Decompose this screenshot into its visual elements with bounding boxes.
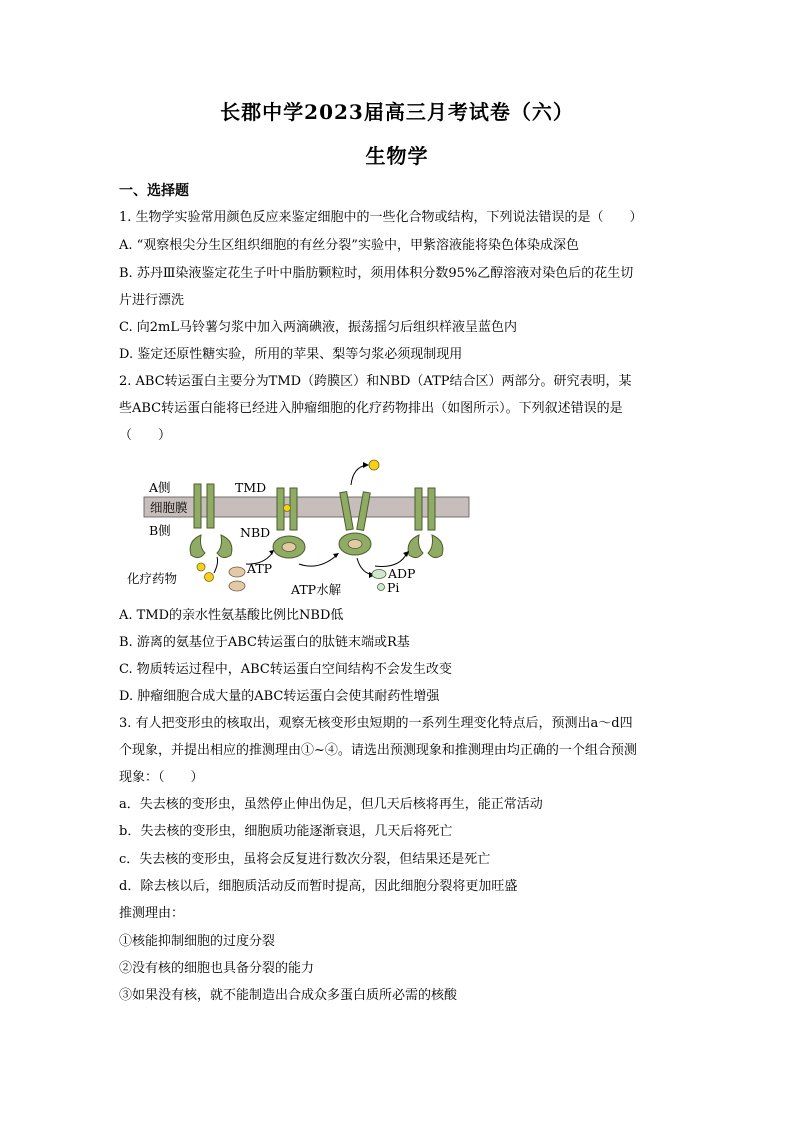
label-atp: ATP <box>247 561 273 576</box>
expelled-drug <box>369 460 379 470</box>
q3-stem-line-2: 个现象，并提出相应的推测理由①~④。请选出预测现象和推测理由均正确的一个组合预测 <box>119 743 637 758</box>
label-side-a: A侧 <box>149 480 171 495</box>
q3-reason-2: ②没有核的细胞也具备分裂的能力 <box>119 961 315 976</box>
q2-stem-line-2: 些ABC转运蛋白能将已经进入肿瘤细胞的化疗药物排出（如图所示）。下列叙述错误的是 <box>119 401 623 416</box>
q3-stem-line-1: 3. 有人把变形虫的核取出，观察无核变形虫短期的一系列生理变化特点后，预测出a～d四 <box>119 716 633 731</box>
drug-particle <box>205 573 214 582</box>
atp-particle <box>229 581 245 591</box>
q2-option-c: C. 物质转运过程中，ABC转运蛋白空间结构不会发生改变 <box>119 662 452 677</box>
q1-option-c: C. 向2mL马铃薯匀浆中加入两滴碘液，振荡摇匀后组织样液呈蓝色内 <box>119 320 517 335</box>
atp-particle <box>229 567 245 577</box>
q3-phenomenon-d: d．除去核以后，细胞质活动反而暂时提高，因此细胞分裂将更加旺盛 <box>119 879 518 894</box>
q1-option-b-cont: 片进行漂洗 <box>119 293 185 308</box>
exam-title: 长郡中学2023届高三月考试卷（六） <box>220 100 574 124</box>
label-nbd: NBD <box>240 525 271 540</box>
adp-particle <box>372 570 386 579</box>
q3-reason-1: ①核能抑制细胞的过度分裂 <box>119 934 276 949</box>
section-heading: 一、选择题 <box>119 183 189 199</box>
subject-title: 生物学 <box>365 144 429 168</box>
q3-phenomenon-c: c．失去核的变形虫，虽将会反复进行数次分裂，但结果还是死亡 <box>119 852 491 867</box>
q2-option-a: A. TMD的亲水性氨基酸比例比NBD低 <box>119 608 344 623</box>
q3-reason-3: ③如果没有核，就不能制造出合成众多蛋白质所必需的核酸 <box>119 988 458 1003</box>
q1-option-a: A. “观察根尖分生区组织细胞的有丝分裂”实验中，甲紫溶液能将染色体染成深色 <box>119 238 579 253</box>
label-adp: ADP <box>388 566 416 581</box>
label-drug: 化疗药物 <box>127 571 178 586</box>
transporter-stage-1 <box>190 484 232 558</box>
q1-option-b: B. 苏丹Ⅲ染液鉴定花生子叶中脂肪颗粒时，须用体积分数95%乙醇溶液对染色后的花生切 <box>119 266 634 281</box>
q2-stem-line-1: 2. ABC转运蛋白主要分为TMD（跨膜区）和NBD（ATP结合区）两部分。研究表明，某 <box>119 374 632 389</box>
q3-stem-line-3: 现象：（ ） <box>119 770 204 785</box>
abc-transporter-figure <box>119 455 479 605</box>
q1-stem: 1. 生物学实验常用颜色反应来鉴定细胞中的一些化合物或结构，下列说法错误的是（ ） <box>119 210 643 225</box>
q2-option-b: B. 游离的氨基位于ABC转运蛋白的肽链末端或R基 <box>119 635 410 650</box>
q2-option-d: D. 肿瘤细胞合成大量的ABC转运蛋白会使其耐药性增强 <box>119 689 440 704</box>
label-tmd: TMD <box>235 480 267 495</box>
pi-particle <box>378 584 385 591</box>
label-atp-hydrolysis: ATP水解 <box>291 582 342 597</box>
label-pi: Pi <box>387 580 400 595</box>
drug-particle <box>197 563 205 571</box>
q3-reason-title: 推测理由： <box>119 906 185 921</box>
label-side-b: B侧 <box>149 523 171 538</box>
label-membrane: 细胞膜 <box>150 500 188 515</box>
q2-stem-line-3: （ ） <box>119 428 172 443</box>
q3-phenomenon-a: a．失去核的变形虫，虽然停止伸出伪足，但几天后核将再生，能正常活动 <box>119 797 543 812</box>
q1-option-d: D. 鉴定还原性糖实验，所用的苹果、梨等匀浆必须现制现用 <box>119 347 463 362</box>
q3-phenomenon-b: b．失去核的变形虫，细胞质功能逐渐衰退，几天后将死亡 <box>119 824 453 839</box>
